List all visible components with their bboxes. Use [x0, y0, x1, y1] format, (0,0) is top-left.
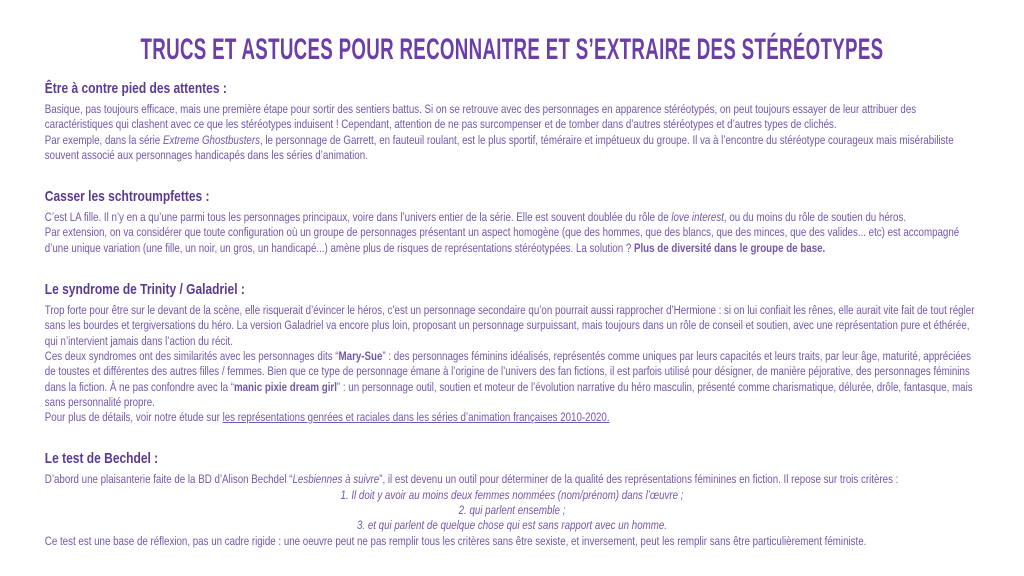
paragraph — [45, 488, 979, 503]
paragraph — [45, 133, 979, 164]
paragraph — [45, 225, 979, 256]
text-segment: Par extension, on va considérer que toute configuration où un groupe de personnages présentant un aspect homogène (que des hommes, que des blancs, que des minces, que des valides... etc) est accompagné d’une unique variation (une fille, un noir, un gros, un handicapé...) amène plus de risques de représentations stéréotypées. La solution ? — [44, 225, 960, 255]
text-segment: love interest — [671, 210, 724, 225]
page-title: TRUCS ET ASTUCES POUR RECONNAITRE ET S’EXTRAIRE DES STÉRÉOTYPES — [140, 33, 884, 66]
text-segment: Extreme Ghostbusters — [162, 132, 260, 147]
paragraph — [45, 349, 979, 410]
text-segment: Basique, pas toujours efficace, mais une première étape pour sortir des sentiers battus. Si on se retrouve avec des personnages en apparence stéréotypés, on peut toujours essayer de leur attribuer des caractéristiques qui clashent avec ce que les stéréotypes induisent ! Cependant, attention de ne pas surcompenser et de tomber dans d’autres stéréotypes et d’autres types de clichés. — [44, 102, 917, 132]
content-sections — [45, 79, 979, 549]
paragraph — [45, 102, 979, 133]
paragraph — [45, 518, 979, 533]
section — [45, 79, 979, 163]
paragraph — [45, 210, 979, 225]
section-heading: Être à contre pied des attentes : — [44, 80, 227, 97]
text-segment: Mary-Sue — [338, 348, 383, 363]
title-area — [45, 32, 979, 74]
text-segment: ” : un personnage outil, soutien et moteur de l’évolution narrative du héro masculin, présenté comme charismatique, délurée, drôle, fantasque, mais sans personnalité propre. — [44, 379, 973, 409]
text-segment: Plus de diversité dans le groupe de base. — [633, 240, 826, 255]
text-segment: 3. et qui parlent de quelque chose qui est sans rapport avec un homme. — [356, 518, 668, 533]
section — [45, 187, 979, 256]
section-heading: Le test de Bechdel : — [44, 450, 159, 468]
text-segment: C’est LA fille. Il n’y en a qu’une parmi tous les personnages principaux, voire dans l’univers entier de la série. Elle est souvent doublée du rôle de — [44, 210, 672, 225]
text-segment: Lesbiennes à suivre — [292, 472, 380, 487]
text-segment: ” : des personnages féminins idéalisés, représentés comme uniques par leurs capacités et leurs traits, par leur âge, maturité, appréciées de toustes et différentes des autres filles / femmes. Bien que ce type de personnage émane à l’origine de l’univers des fan fictions, il est parfois utilisé pour désigner, de manière péjorative, des personnages féminins dans la fiction. À ne pas confondre avec la “ — [44, 348, 971, 394]
text-segment: Ce test est une base de réflexion, pas un cadre rigide : une oeuvre peut ne pas remplir tous les critères sans être sexiste, et inversement, peut les remplir sans être particulièrement féministe. — [44, 533, 867, 548]
text-segment: 2. qui parlent ensemble ; — [458, 503, 566, 518]
paragraph — [45, 534, 979, 549]
study-link[interactable]: les représentations genrées et raciales dans les séries d’animation françaises 2010-2020. — [222, 410, 610, 425]
text-segment: Ces deux syndromes ont des similarités avec les personnages dits “ — [44, 348, 339, 363]
text-segment: D’abord une plaisanterie faite de la BD d’Alison Bechdel “ — [44, 472, 293, 487]
text-segment: 1. Il doit y avoir au moins deux femmes nommées (nom/prénom) dans l’œuvre ; — [340, 487, 684, 502]
text-segment: , ou du moins du rôle de soutien du héros. — [723, 210, 907, 225]
text-segment: Par exemple, dans la série — [44, 132, 163, 147]
text-segment: Pour plus de détails, voir notre étude sur — [44, 410, 223, 425]
text-segment: ”, il est devenu un outil pour déterminer de la qualité des représentations féminines en fiction. Il repose sur trois critères : — [379, 472, 899, 487]
section-heading: Casser les schtroumpfettes : — [44, 188, 210, 206]
text-segment: manic pixie dream girl — [233, 379, 337, 394]
text-segment: Trop forte pour être sur le devant de la scène, elle risquerait d’évincer le héros, c’est un personnage secondaire qu’on pourrait aussi rapprocher d’Hermione : si on lui confiait les rênes, elle aurait vite fait de tout régler sans les bourdes et tergiversations du héro. La version Galadriel va encore plus loin, proposant un personnage surpuissant, mais toujours dans un rôle de conseil et soutien, avec une représentation pure et éthérée, qui n’intervient jamais dans l’action du récit. — [44, 303, 975, 348]
paragraph — [45, 303, 979, 349]
section — [45, 449, 979, 548]
section — [45, 280, 979, 425]
section-heading: Le syndrome de Trinity / Galadriel : — [44, 281, 245, 299]
paragraph — [45, 472, 979, 487]
text-segment: , le personnage de Garrett, en fauteuil roulant, est le plus sportif, téméraire et impétueux du groupe. Il va à l’encontre du stéréotype courageux mais misérabiliste souvent associé aux personnages handicapés dans les séries d’animation. — [44, 132, 954, 162]
paragraph — [45, 410, 979, 425]
paragraph — [45, 503, 979, 518]
